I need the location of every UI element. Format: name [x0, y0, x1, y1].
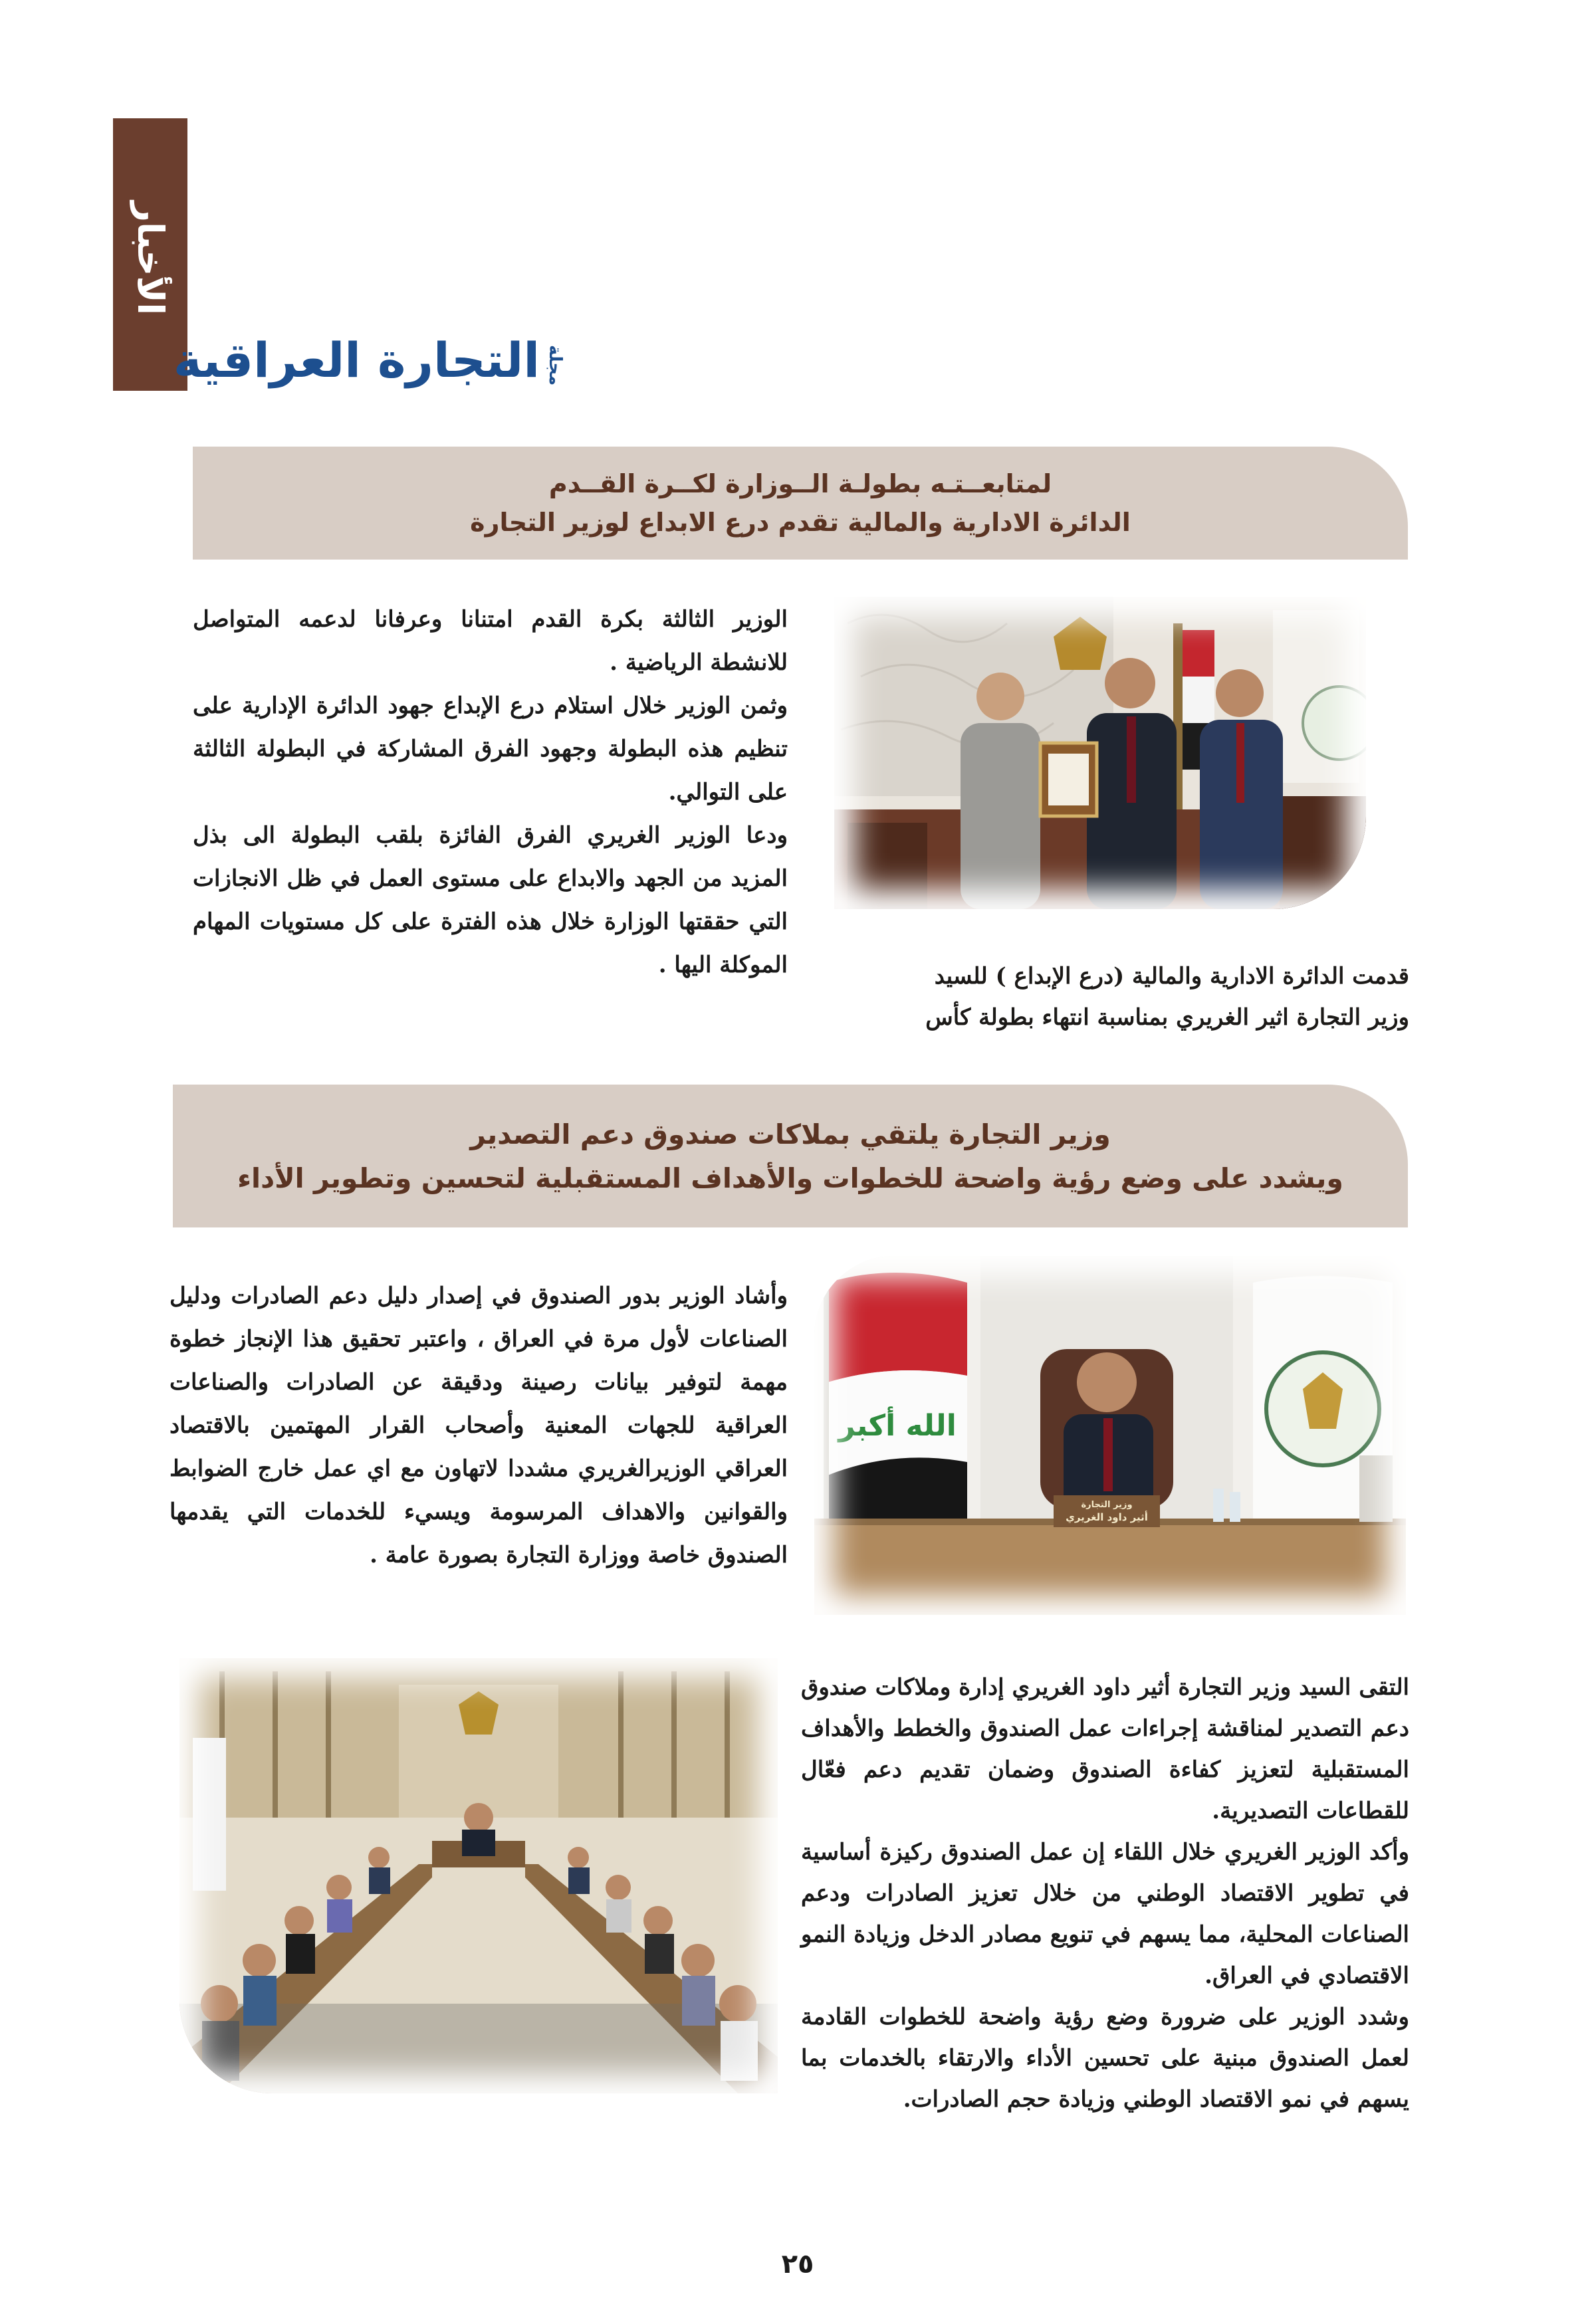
page-number: ٢٥: [781, 2249, 814, 2279]
magazine-title: التجارة العراقية: [173, 332, 540, 388]
flag-inscription: الله أكبر: [838, 1409, 957, 1443]
minister-desk-photo: [814, 1256, 1406, 1615]
article2-headline-line2: ويشدد على وضع رؤية واضحة للخطوات والأهداف المستقبلية لتحسين وتطوير الأداء: [237, 1162, 1343, 1194]
article1-headline-line2: الدائرة الادارية والمالية تقدم درع الابداع لوزير التجارة: [470, 508, 1131, 537]
article2-top-body: [170, 1275, 788, 1577]
nameplate-name: أثير داود الغريري: [1066, 1511, 1148, 1523]
caption-line-2: وزير التجارة اثير الغريري بمناسبة انتهاء بطولة كأس: [925, 1004, 1409, 1031]
article1-paragraph-1: الوزير الثالثة بكرة القدم امتنانا وعرفانا لدعمه المتواصل للانشطة الرياضية .: [193, 606, 788, 676]
magazine-logo: [173, 324, 565, 391]
article2-paragraph-2: وأكد الوزير الغريري خلال اللقاء إن عمل الصندوق ركيزة أساسية في تطوير الاقتصاد الوطني من خلال تعزيز الصادرات ودعم الصناعات المحلية، مما يسهم في تنويع مصادر الدخل وزيادة النمو الاقتصادي في العراق.: [801, 1839, 1409, 1989]
meeting-room-photo: [179, 1658, 778, 2093]
magazine-small-label: مجلة: [545, 344, 565, 385]
article1-body: [193, 598, 788, 987]
article2-body: [801, 1667, 1409, 2120]
article2-paragraph-3: وشدد الوزير على ضرورة وضع رؤية واضحة للخطوات القادمة لعمل الصندوق مبنية على تحسين الأداء والارتقاء بالخدمات بما يسهم في نمو الاقتصاد الوطني وزيادة حجم الصادرات.: [801, 2004, 1409, 2113]
article2-headline-banner: [173, 1085, 1408, 1227]
award-photo-caption: [798, 956, 1409, 1038]
article2-top-paragraph: وأشاد الوزير بدور الصندوق في إصدار دليل دعم الصادرات ودليل الصناعات لأول مرة في العراق ، واعتبر تحقيق هذا الإنجاز خطوة مهمة لتوفير بيانات رصينة ودقيقة عن الصادرات والصناعات العراقية للجهات المعنية وأصحاب القرار المهتمين بالاقتصاد العراقي الوزيرالغريري مشددا لاتهاون مع اي عمل خارج الضوابط والقوانين والاهداف المرسومة ويسيء للخدمات التي يقدمها الصندوق خاصة ووزارة التجارة بصورة عامة .: [170, 1283, 788, 1568]
article1-headline-banner: [193, 447, 1408, 560]
section-label: الأخبار: [130, 201, 171, 316]
article2-paragraph-1: التقى السيد وزير التجارة أثير داود الغريري إدارة وملاكات صندوق دعم التصدير لمناقشة إجراءات عمل الصندوق والخطط والأهداف المستقبلية لتعزيز كفاءة الصندوق وضمان تقديم دعم فعّال للقطاعات التصديرية.: [801, 1674, 1409, 1824]
award-photo: [834, 597, 1366, 909]
nameplate-title: وزير التجارة: [1081, 1500, 1133, 1510]
caption-line-1: قدمت الدائرة الادارية والمالية (درع الإبداع ) للسيد: [934, 963, 1409, 990]
article1-paragraph-3: ودعا الوزير الغريري الفرق الفائزة بلقب البطولة الى بذل المزيد من الجهد والابداع على مستوى العمل في ظل الانجازات التي حققتها الوزارة خلال هذه الفترة على كل مستويات المهام الموكلة اليها .: [193, 822, 788, 978]
article1-paragraph-2: وثمن الوزير خلال استلام درع الإبداع جهود الدائرة الإدارية على تنظيم هذه البطولة وجهود الفرق المشاركة في البطولة الثالثة على التوالي.: [193, 692, 788, 805]
article1-headline-line1: لمتابعــتـه بطولـة الــوزارة لكــرة القــدم: [548, 469, 1052, 498]
article2-headline-line1: وزير التجارة يلتقي بملاكات صندوق دعم التصدير: [470, 1118, 1111, 1150]
